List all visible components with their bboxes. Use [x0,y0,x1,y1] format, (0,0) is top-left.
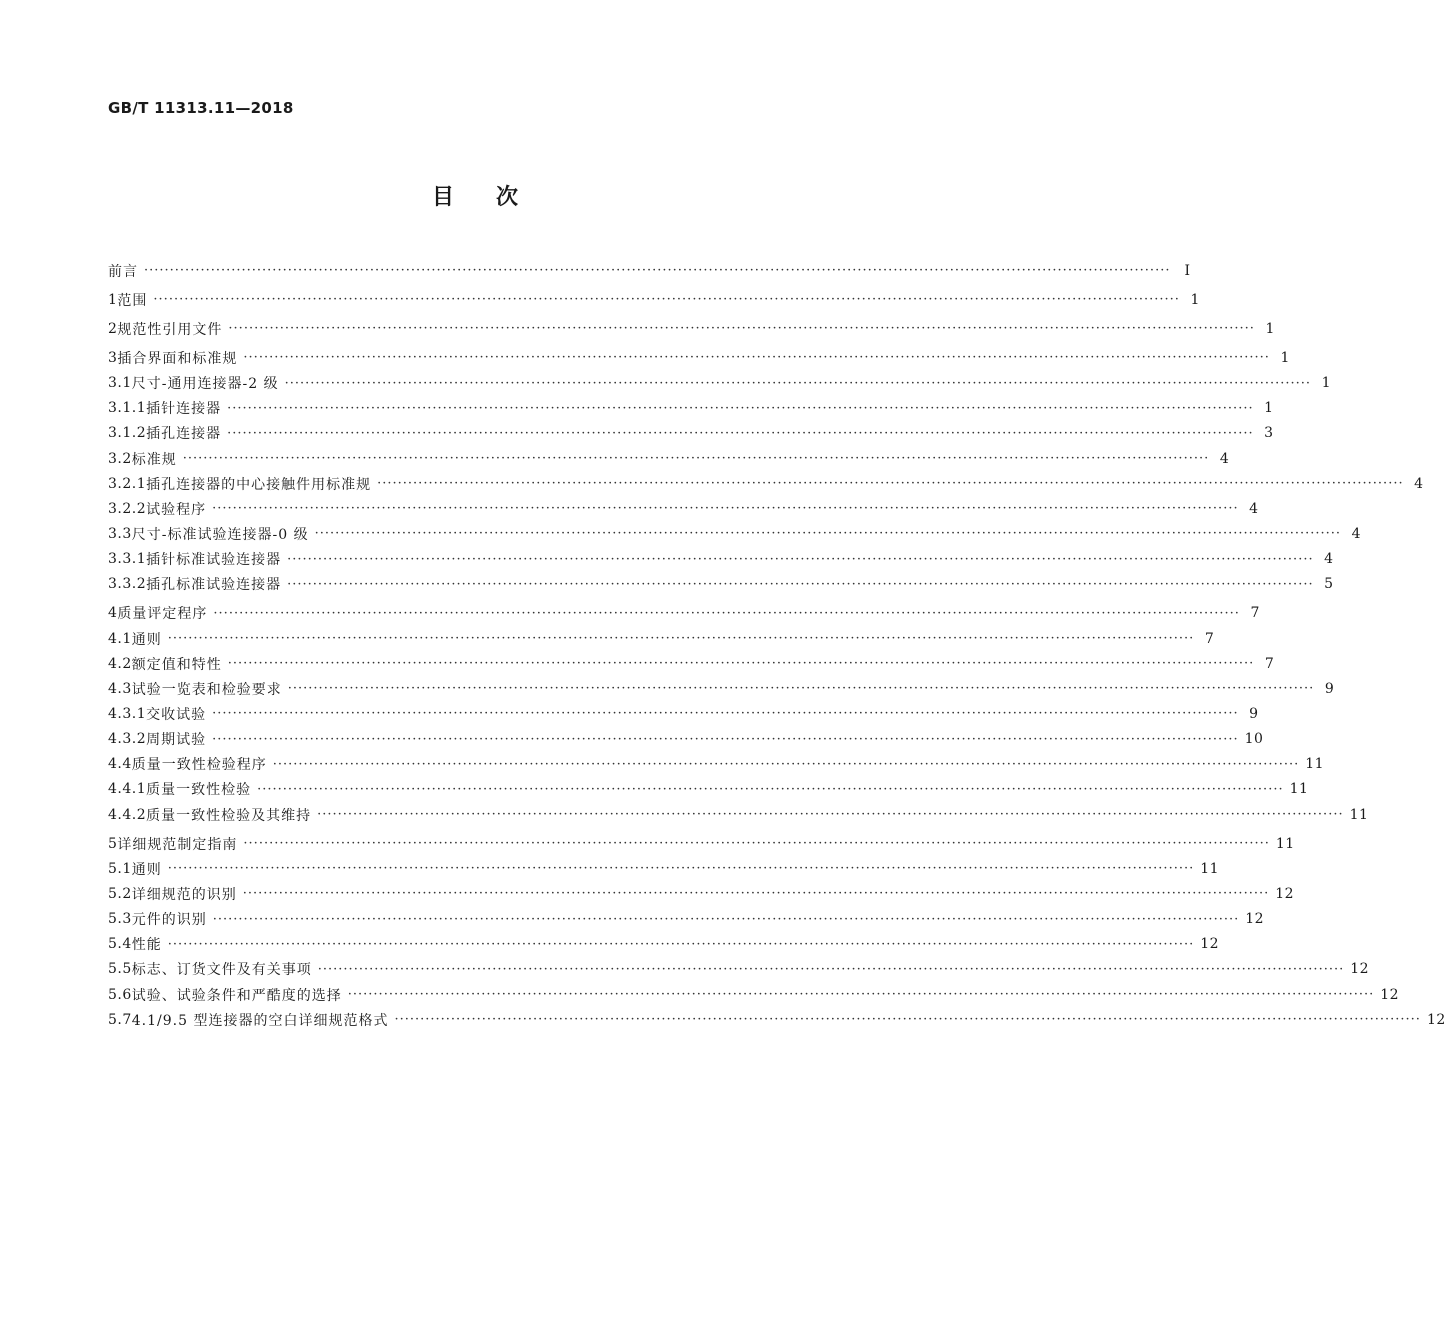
toc-entry-page: 9 [1249,705,1259,722]
toc-entry-number: 4.1 [108,630,132,647]
toc-entry-page: 12 [1380,986,1400,1003]
toc-entry[interactable] [108,907,1265,932]
toc-entry[interactable] [108,496,1259,521]
toc-entry-title: 插孔连接器的中心接触件用标准规 [146,476,372,493]
toc-entry-title: 质量一致性检验 [146,782,252,799]
toc-entry-page: 7 [1204,630,1215,647]
toc-entry-title: 试验一览表和检验要求 [131,681,282,698]
toc-entry-title: 交收试验 [146,706,207,723]
toc-entry-title: 性能 [131,937,162,954]
toc-entry[interactable] [108,777,1309,802]
toc-entry-page: 4 [1249,500,1259,517]
toc-entry-title: 插针连接器 [146,401,222,418]
toc-entry[interactable] [108,982,1400,1007]
dot-leader: ········································································································································································································ [228,321,1255,337]
toc-entry-page: 12 [1245,911,1265,928]
toc-entry-page: 11 [1349,806,1369,823]
toc-entry-page: 1 [1280,349,1290,366]
dot-leader: ········································································································································································································ [347,987,1375,1002]
toc-entry-page: 1 [1265,320,1275,337]
dot-leader: ········································································································································································································ [212,911,1240,927]
toc-entry-number: 3.2.2 [108,500,147,517]
toc-entry-page: 12 [1200,936,1220,953]
toc-entry-title: 元件的识别 [131,912,207,929]
toc-entry[interactable] [108,371,1332,396]
toc-entry[interactable] [108,421,1274,446]
toc-entry-page: 10 [1244,731,1264,748]
dot-leader: ········································································································································································································ [317,807,1344,823]
toc-entry[interactable] [108,676,1335,701]
toc-entry-number: 3.1.1 [108,400,147,417]
toc-entry-title: 前言 [108,263,138,280]
toc-entry[interactable] [108,316,1275,341]
dot-leader: ········································································································································································································ [212,731,1239,747]
dot-leader: ········································································································································································································ [227,656,1255,672]
toc-entry-title: 试验、试验条件和严酷度的选择 [131,987,342,1004]
dot-leader: ········································································································································································································ [272,756,1300,772]
toc-entry-page: 1 [1190,291,1200,308]
dot-leader: ········································································································································································································ [167,861,1195,877]
toc-entry-page: 4 [1414,475,1424,492]
toc-entry-page: 7 [1250,605,1260,622]
toc-entry[interactable] [108,1007,1446,1032]
toc-entry-title: 插合界面和标准规 [117,350,238,367]
toc-entry-title: 范围 [117,292,148,309]
toc-entry-title: 尺寸-标准试验连接器-0 级 [131,526,309,543]
toc-entry-page: 12 [1275,885,1295,902]
dot-leader: ········································································································································································································ [167,631,1195,647]
dot-leader: ········································································································································································································ [182,451,1210,467]
toc-entry-number: 4 [108,605,118,622]
dot-leader: ········································································································································································································ [243,836,1270,852]
toc-entry[interactable] [108,547,1334,572]
toc-entry-number: 4.3 [108,680,132,697]
toc-entry-title: 周期试验 [146,732,207,749]
dot-leader: ········································································································································································································ [167,936,1195,952]
toc-entry-number: 4.3.1 [108,705,147,722]
toc-entry-title: 质量一致性检验及其维持 [146,807,312,824]
dot-leader: ········································································································································································································ [257,781,1284,797]
toc-entry[interactable] [108,701,1259,726]
dot-leader: ········································································································································································································ [153,292,1180,308]
toc-entry[interactable] [108,345,1290,370]
dot-leader: ········································································································································································································ [242,886,1270,902]
toc-entry[interactable] [108,752,1325,777]
toc-entry-number: 5 [108,835,118,852]
toc-entry[interactable] [108,287,1200,312]
toc-entry-title: 尺寸-通用连接器-2 级 [131,376,279,393]
toc-entry-title: 标准规 [131,451,177,468]
toc-entry-page: 3 [1264,425,1274,442]
toc-entry-number: 5.2 [108,885,132,902]
dot-leader: ········································································································································································································ [287,551,1314,567]
toc-entry-number: 2 [108,320,118,337]
toc-entry-page: 11 [1275,835,1295,852]
toc-entry[interactable] [108,651,1275,676]
table-of-contents [108,258,1446,1032]
toc-entry-number: 3.2.1 [108,475,147,492]
dot-leader: ········································································································································································································ [377,476,1404,492]
toc-entry-number: 5.5 [108,961,132,978]
toc-entry-page: 11 [1289,781,1309,798]
toc-entry-page: 5 [1324,576,1334,593]
toc-entry-number: 5.6 [108,986,132,1003]
dot-leader: ········································································································································································································ [227,400,1254,416]
toc-entry[interactable] [108,881,1295,906]
toc-entry-page: 4 [1324,551,1334,568]
toc-entry-number: 5.7 [108,1011,132,1028]
dot-leader: ········································································································································································································ [212,501,1239,517]
toc-entry[interactable] [108,258,1191,283]
toc-entry[interactable] [108,572,1334,597]
dot-leader: ········································································································································································································ [144,263,1171,279]
toc-entry-title: 详细规范的识别 [131,886,237,903]
toc-entry-page: 4 [1351,525,1362,542]
toc-entry-title: 插孔标准试验连接器 [146,577,282,594]
toc-entry-number: 3.1 [108,375,132,392]
toc-entry-page: 9 [1324,680,1335,697]
toc-entry-title: 插孔连接器 [146,426,222,443]
toc-entry-page: 1 [1321,375,1332,392]
toc-entry-number: 3.3.2 [108,576,147,593]
toc-entry-page: 12 [1426,1011,1446,1028]
toc-entry-title: 通则 [131,631,162,648]
toc-entry-title: 详细规范制定指南 [117,836,238,853]
standard-number: GB/T 11313.11—2018 [108,99,294,117]
toc-entry[interactable] [108,856,1220,881]
toc-entry-page: 1 [1264,400,1274,417]
toc-entry-page: 7 [1264,655,1275,672]
toc-entry-title: 质量一致性检验程序 [131,757,267,774]
toc-entry-number: 3.3.1 [108,551,147,568]
toc-entry[interactable] [108,471,1424,496]
dot-leader: ········································································································································································································ [394,1012,1421,1028]
toc-entry-title: 通则 [131,861,162,878]
toc-entry-number: 3 [108,349,118,366]
toc-entry-title: 试验程序 [146,501,207,518]
dot-leader: ········································································································································································································ [287,576,1314,592]
dot-leader: ········································································································································································································ [314,526,1342,542]
toc-entry[interactable] [108,727,1264,752]
toc-entry-title: 插针标准试验连接器 [146,552,282,569]
toc-entry-number: 4.4.2 [108,806,147,823]
toc-entry-title: 额定值和特性 [131,656,222,673]
toc-entry-number: 3.3 [108,525,132,542]
page-title: 目次 [431,184,560,210]
toc-entry-page: 11 [1200,860,1220,877]
toc-entry-title: 4.1/9.5 型连接器的空白详细规范格式 [131,1012,389,1029]
toc-entry-page: 12 [1350,961,1370,978]
dot-leader: ········································································································································································································ [317,961,1345,977]
toc-entry-number: 1 [108,291,118,308]
toc-entry[interactable] [108,601,1260,626]
dot-leader: ········································································································································································································ [212,706,1239,722]
toc-entry[interactable] [108,957,1370,982]
dot-leader: ········································································································································································································ [227,425,1254,441]
toc-entry[interactable] [108,446,1230,471]
toc-entry[interactable] [108,521,1362,546]
dot-leader: ········································································································································································································ [287,681,1315,697]
toc-entry[interactable] [108,802,1369,827]
toc-entry-page: Ⅰ [1184,262,1191,279]
toc-entry-number: 4.4 [108,756,132,773]
toc-entry-page: 4 [1219,450,1230,467]
toc-entry-page: 11 [1305,756,1325,773]
toc-entry-title: 质量评定程序 [117,606,208,623]
toc-entry-number: 4.3.2 [108,731,147,748]
toc-entry[interactable] [108,626,1215,651]
toc-entry-number: 4.4.1 [108,781,147,798]
toc-entry-number: 5.1 [108,860,132,877]
dot-leader: ········································································································································································································ [243,350,1270,366]
toc-entry-title: 标志、订货文件及有关事项 [131,962,312,979]
toc-entry[interactable] [108,932,1220,957]
dot-leader: ········································································································································································································ [213,605,1240,621]
toc-entry-number: 5.3 [108,911,132,928]
toc-entry-number: 3.2 [108,450,132,467]
toc-entry[interactable] [108,396,1274,421]
dot-leader: ········································································································································································································ [284,375,1312,391]
toc-entry-number: 3.1.2 [108,425,147,442]
toc-entry-number: 4.2 [108,655,132,672]
toc-entry-title: 规范性引用文件 [117,321,223,338]
toc-entry[interactable] [108,831,1295,856]
toc-entry-number: 5.4 [108,936,132,953]
